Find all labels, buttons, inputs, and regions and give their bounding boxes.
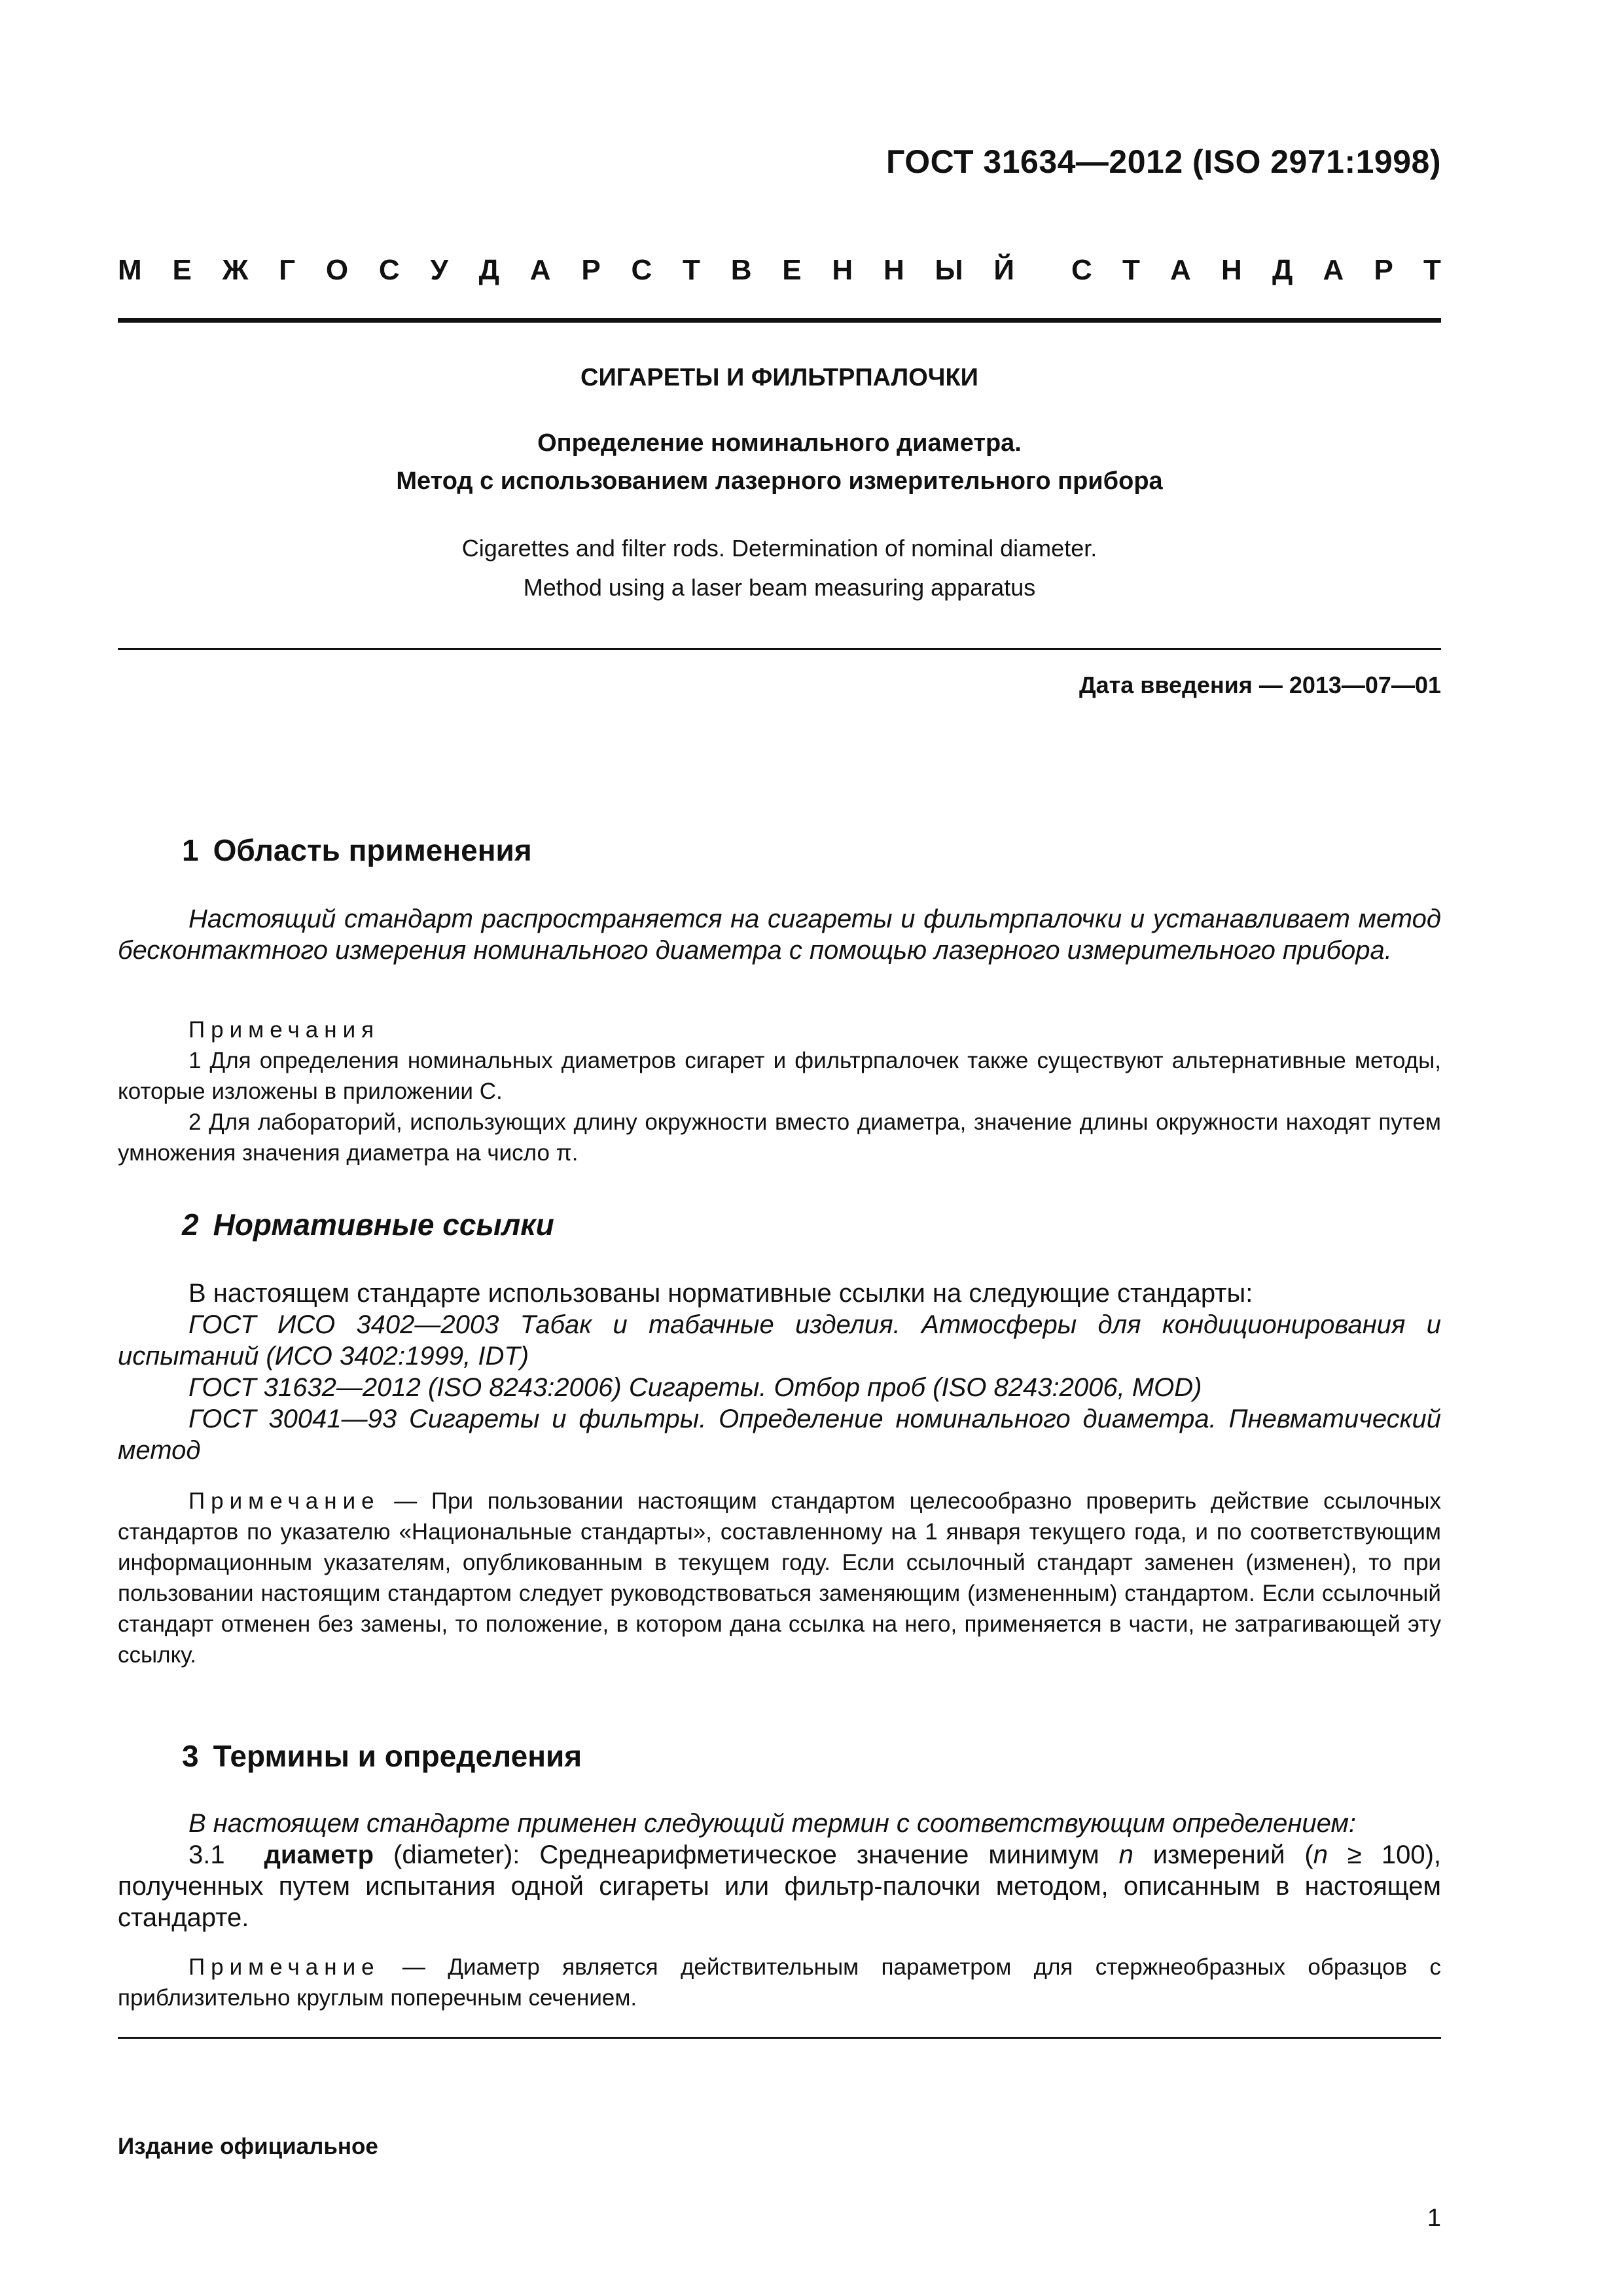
heading-letter: Т	[1122, 254, 1140, 286]
official-edition-label: Издание официальное	[118, 2134, 378, 2159]
section-title: Термины и определения	[213, 1739, 582, 1773]
reference-item: ГОСТ 31632—2012 (ISO 8243:2006) Сигареты. Отбор проб (ISO 8243:2006, MOD)	[188, 1373, 1202, 1402]
standard-word	[1071, 254, 1441, 287]
definition-text: ≥ 100), полученных путем испытания одной сигареты или фильтр-палочки методом, описанным в настоящем стандарте.	[118, 1840, 1442, 1932]
title-rule	[118, 648, 1441, 650]
heading-letter: Г	[279, 254, 296, 286]
introduction-date: Дата введения — 2013—07—01	[1079, 672, 1441, 698]
document-subtitle	[118, 424, 1441, 500]
note-text: — Диаметр является действительным параметром для стержнеобразных образцов с приблизительно круглым поперечным сечением.	[118, 1954, 1441, 2011]
variable-n: n	[1118, 1840, 1133, 1869]
scope-paragraph: Настоящий стандарт распространяется на сигареты и фильтрпалочки и устанавливает метод бесконтактного измерения номинального диаметра с помощью лазерного измерительного прибора.	[118, 905, 1441, 965]
footer-rule	[118, 2037, 1441, 2039]
heading-letter: А	[1170, 254, 1191, 286]
references-note	[118, 1486, 1441, 1670]
note-item: 1 Для определения номинальных диаметров сигарет и фильтрпалочек также существуют альтернативные методы, которые изложены в приложении С.	[118, 1048, 1441, 1104]
interstate-standard-heading	[118, 254, 1441, 287]
document-title: СИГАРЕТЫ И ФИЛЬТРПАЛОЧКИ	[580, 364, 978, 391]
references-intro: В настоящем стандарте использованы нормативные ссылки на следующие стандарты:	[188, 1279, 1253, 1308]
heading-letter: Т	[683, 254, 700, 286]
heading-letter: Ы	[935, 254, 963, 286]
page-number: 1	[1427, 2204, 1441, 2232]
references-block	[118, 1278, 1441, 1466]
note-item: 2 Для лабораторий, использующих длину окружности вместо диаметра, значение длины окружности находят путем умножения значения диаметра на число π.	[118, 1109, 1441, 1166]
heading-letter: Н	[883, 254, 904, 286]
english-title-line: Cigarettes and filter rods. Determination of nominal diameter.	[461, 535, 1097, 562]
section-number: 2	[182, 1208, 199, 1242]
document-page	[118, 0, 1441, 2296]
definitions-intro: В настоящем стандарте применен следующий термин с соответствующим определением:	[188, 1809, 1356, 1838]
section-title: Нормативные ссылки	[213, 1208, 554, 1242]
heading-letter: Ж	[222, 254, 249, 286]
definition-item	[118, 1839, 1441, 1933]
heading-letter: Т	[1423, 254, 1441, 286]
section-heading	[182, 833, 532, 868]
english-title-line: Method using a laser beam measuring apparatus	[523, 574, 1036, 601]
heading-letter: Й	[993, 254, 1014, 286]
heading-letter: А	[529, 254, 551, 286]
document-number: ГОСТ 31634—2012 (ISO 2971:1998)	[886, 143, 1441, 180]
heading-letter: Е	[172, 254, 192, 286]
subtitle-line: Метод с использованием лазерного измерительного прибора	[396, 467, 1163, 495]
note-label: Примечание	[188, 1488, 380, 1514]
definition-number: 3.1	[188, 1840, 225, 1869]
heading-letter: В	[730, 254, 752, 286]
heading-letter: М	[118, 254, 142, 286]
heading-letter: О	[325, 254, 349, 286]
definition-text: измерений (	[1133, 1840, 1313, 1869]
section-heading	[182, 1738, 582, 1774]
heading-letter: Р	[581, 254, 601, 286]
english-title	[118, 529, 1441, 607]
heading-letter: У	[430, 254, 448, 286]
note-label: Примечание	[188, 1954, 380, 1980]
note-text: — При пользовании настоящим стандартом целесообразно проверить действие ссылочных стандартов по указателю «Национальные стандарты», составленному на 1 января текущего года, и по соответствующим информационным указателям, опубликованным в текущем году. Если ссылочный стандарт заменен (изменен), то при пользовании настоящим стандартом следует руководствоваться заменяющим (измененным) стандартом. Если ссылочный стандарт отменен без замены, то положение, в котором дана ссылка на него, применяется в части, не затрагивающей эту ссылку.	[118, 1488, 1441, 1668]
section-number: 1	[182, 833, 199, 867]
heading-letter: Н	[832, 254, 853, 286]
heading-letter: Е	[782, 254, 802, 286]
interstate-word	[118, 254, 1014, 287]
definition-term: диаметр	[264, 1840, 374, 1869]
heading-letter: Н	[1221, 254, 1242, 286]
heading-letter: С	[631, 254, 652, 286]
header-rule	[118, 318, 1441, 323]
notes-block	[118, 1014, 1441, 1168]
heading-letter: Д	[1272, 254, 1293, 286]
heading-letter: А	[1323, 254, 1344, 286]
definition-text: (diameter): Среднеарифметическое значение минимум	[374, 1840, 1119, 1869]
definition-note	[118, 1952, 1441, 2013]
subtitle-line: Определение номинального диаметра.	[537, 429, 1022, 457]
reference-item: ГОСТ ИСО 3402—2003 Табак и табачные изделия. Атмосферы для кондиционирования и испытаний (ИСО 3402:1999, IDT)	[118, 1310, 1441, 1371]
section-heading	[182, 1207, 554, 1242]
section-title: Область применения	[213, 833, 532, 867]
definitions-block	[118, 1808, 1441, 1933]
notes-label: Примечания	[188, 1017, 380, 1043]
heading-letter: Р	[1374, 254, 1393, 286]
reference-item: ГОСТ 30041—93 Сигареты и фильтры. Определение номинального диаметра. Пневматический метод	[118, 1405, 1441, 1465]
heading-letter: С	[378, 254, 400, 286]
heading-letter: Д	[478, 254, 499, 286]
variable-n: n	[1313, 1840, 1328, 1869]
section-number: 3	[182, 1739, 199, 1773]
heading-letter: С	[1071, 254, 1092, 286]
